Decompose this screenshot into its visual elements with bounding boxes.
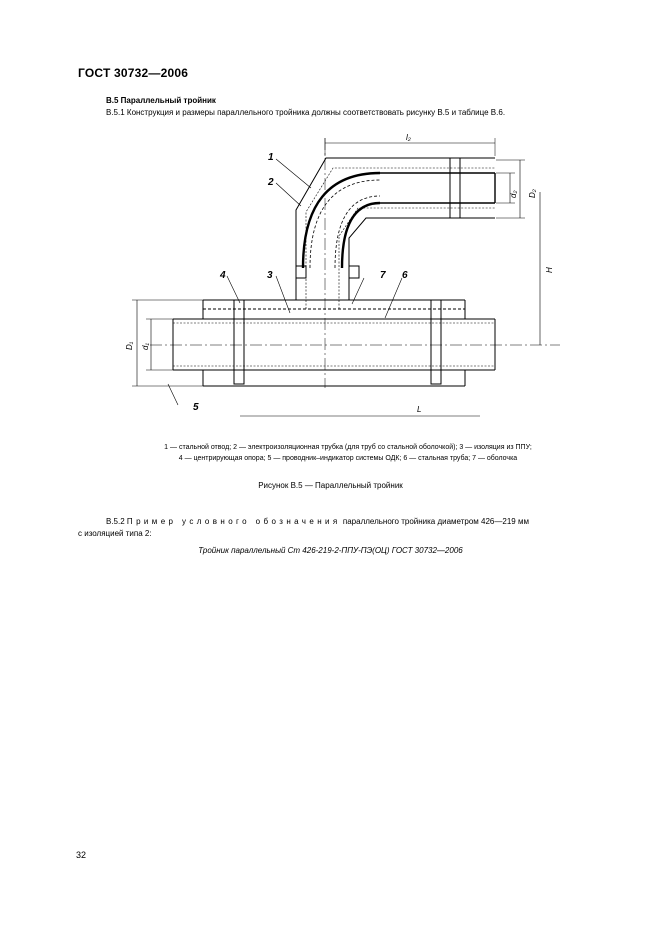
label-1: 1 bbox=[268, 152, 274, 163]
dim-L: L bbox=[417, 405, 422, 414]
designation: Тройник параллельный Ст 426-219-2-ППУ-ПЭ(ОЦ) ГОСТ 30732—2006 bbox=[198, 546, 463, 555]
parallel-tee-drawing bbox=[120, 128, 580, 428]
steel-pipe bbox=[173, 319, 495, 370]
label-5: 5 bbox=[193, 402, 199, 413]
support-left bbox=[234, 300, 244, 384]
label-7: 7 bbox=[380, 270, 386, 281]
dim-D2: D₂ bbox=[528, 189, 537, 198]
dim-d2: d₂ bbox=[509, 190, 518, 198]
example-line1 bbox=[106, 517, 529, 526]
section-title: В.5 Параллельный тройник bbox=[106, 96, 216, 105]
label-3: 3 bbox=[267, 270, 273, 281]
example-spaced: Пример условного обозначения bbox=[126, 517, 341, 526]
casing bbox=[203, 300, 465, 386]
label-6: 6 bbox=[402, 270, 408, 281]
dim-D1: D₁ bbox=[125, 341, 134, 350]
dim-d1: d₁ bbox=[141, 343, 150, 350]
example-rest: параллельного тройника диаметром 426—219 мм bbox=[342, 517, 529, 526]
dim-l2: l₂ bbox=[406, 133, 411, 142]
dim-H: H bbox=[545, 267, 554, 273]
label-2: 2 bbox=[268, 177, 274, 188]
section-paragraph: В.5.1 Конструкция и размеры параллельного тройника должны соответствовать рисунку В.5 и таблице В.6. bbox=[106, 108, 506, 117]
standard-header: ГОСТ 30732—2006 bbox=[78, 66, 189, 80]
label-4: 4 bbox=[220, 270, 226, 281]
example-lead: В.5.2 bbox=[106, 517, 125, 526]
figure-legend-line2: 4 — центрирующая опора; 5 — проводник–индикатор системы ОДК; 6 — стальная труба; 7 — оболочка bbox=[178, 455, 518, 462]
page-number: 32 bbox=[76, 850, 87, 860]
example-line2: с изоляцией типа 2: bbox=[78, 529, 152, 538]
figure-caption: Рисунок В.5 — Параллельный тройник bbox=[258, 481, 403, 490]
figure-legend-line1: 1 — стальной отвод; 2 — электроизоляционная трубка (для труб со стальной оболочкой); 3 — изоляция из ППУ; bbox=[164, 444, 532, 451]
